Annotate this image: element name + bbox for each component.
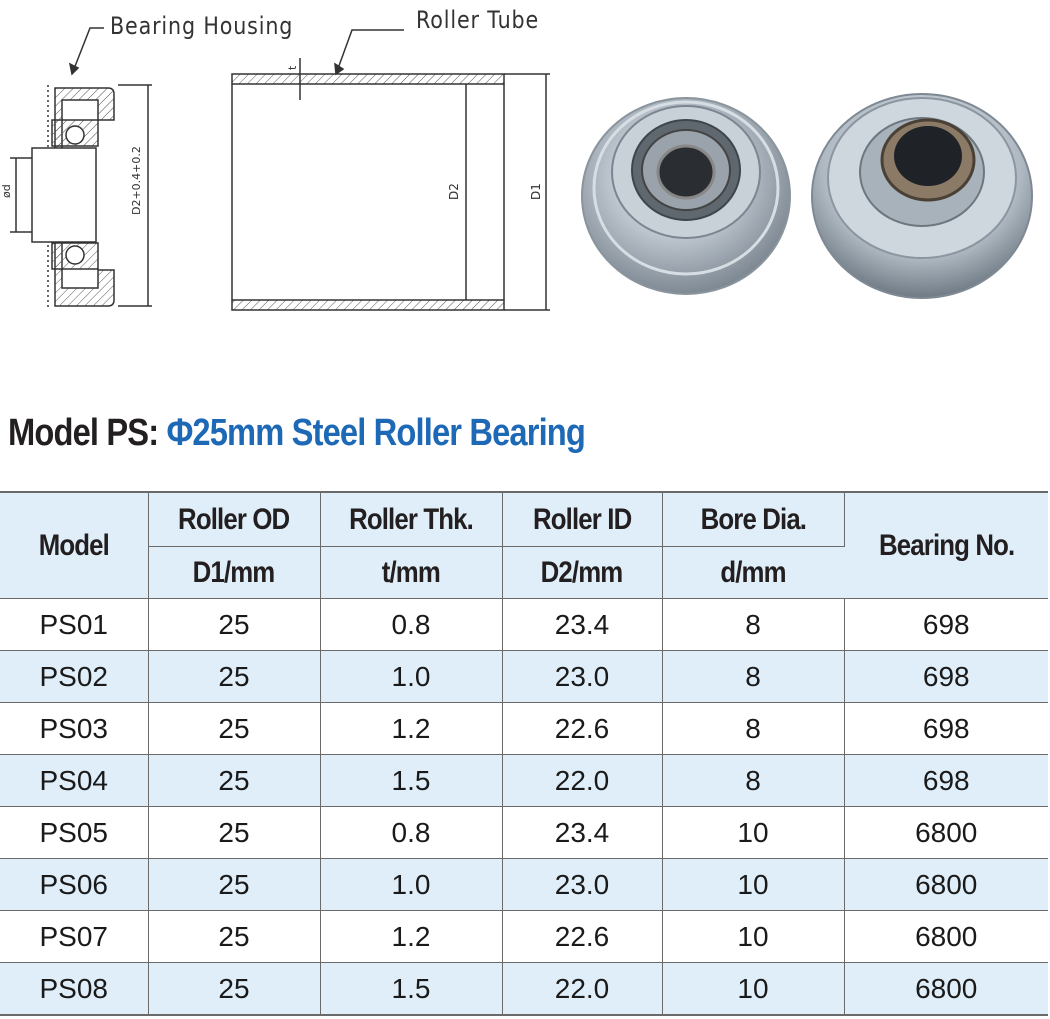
cell-t: 1.0 (320, 859, 502, 911)
cell-t: 0.8 (320, 599, 502, 651)
cell-model: PS06 (0, 859, 148, 911)
cell-d2: 23.0 (502, 859, 662, 911)
cell-d2: 22.0 (502, 963, 662, 1016)
header-d2-unit: D2/mm (502, 547, 662, 599)
table-row (0, 599, 1048, 651)
cell-t: 1.0 (320, 651, 502, 703)
bearing-photo-back (812, 94, 1032, 298)
cell-d: 8 (662, 599, 844, 651)
cell-t: 1.2 (320, 703, 502, 755)
cell-model: PS05 (0, 807, 148, 859)
cell-bearing: 6800 (844, 807, 1048, 859)
table-row (0, 963, 1048, 1016)
dim-d1-label: D1 (529, 183, 543, 200)
table-row (0, 755, 1048, 807)
header-roller-thk: Roller Thk. (320, 492, 502, 547)
cell-t: 0.8 (320, 807, 502, 859)
header-model: Model (0, 492, 148, 599)
header-t-unit: t/mm (320, 547, 502, 599)
cell-d1: 25 (148, 963, 320, 1016)
cell-d: 8 (662, 703, 844, 755)
bearing-housing-callout: Bearing Housing (110, 12, 294, 40)
table-row (0, 859, 1048, 911)
cell-bearing: 6800 (844, 911, 1048, 963)
cell-bearing: 698 (844, 755, 1048, 807)
cell-d: 10 (662, 963, 844, 1016)
cell-model: PS07 (0, 911, 148, 963)
cell-model: PS04 (0, 755, 148, 807)
cell-model: PS02 (0, 651, 148, 703)
cell-model: PS01 (0, 599, 148, 651)
cell-bearing: 698 (844, 651, 1048, 703)
cell-d2: 23.4 (502, 599, 662, 651)
table-row (0, 651, 1048, 703)
table-row (0, 703, 1048, 755)
cell-d2: 23.0 (502, 651, 662, 703)
cell-bearing: 698 (844, 599, 1048, 651)
header-d1-unit: D1/mm (148, 547, 320, 599)
cell-d2: 23.4 (502, 807, 662, 859)
header-roller-id: Roller ID (502, 492, 662, 547)
cell-bearing: 698 (844, 703, 1048, 755)
cell-model: PS03 (0, 703, 148, 755)
header-d-unit: d/mm (662, 547, 844, 599)
section-title (8, 412, 585, 455)
table-row (0, 807, 1048, 859)
roller-tube-callout: Roller Tube (416, 6, 540, 34)
dim-t-label: t (286, 65, 299, 70)
cell-d: 10 (662, 859, 844, 911)
drawing-svg (0, 0, 1050, 380)
bearing-photo-front (582, 98, 790, 294)
dim-d2-label: D2+0.4+0.2 (130, 146, 143, 215)
header-bore-dia: Bore Dia. (662, 492, 844, 547)
cell-d1: 25 (148, 807, 320, 859)
cell-d1: 25 (148, 911, 320, 963)
cell-d1: 25 (148, 651, 320, 703)
dim-d-label: ød (0, 184, 13, 198)
cell-bearing: 6800 (844, 859, 1048, 911)
table-row (0, 911, 1048, 963)
cell-d1: 25 (148, 859, 320, 911)
cell-bearing: 6800 (844, 963, 1048, 1016)
title-main: Φ25mm Steel Roller Bearing (166, 412, 586, 454)
cell-d: 10 (662, 807, 844, 859)
cell-d: 8 (662, 755, 844, 807)
header-bearing-no: Bearing No. (844, 492, 1048, 599)
cell-model: PS08 (0, 963, 148, 1016)
cell-d2: 22.6 (502, 911, 662, 963)
cell-d1: 25 (148, 703, 320, 755)
technical-drawing (0, 0, 1050, 380)
spec-table (0, 491, 1048, 1016)
cell-d: 8 (662, 651, 844, 703)
cell-d2: 22.0 (502, 755, 662, 807)
cell-d2: 22.6 (502, 703, 662, 755)
roller-tube-section (232, 30, 550, 310)
dim-d2-inner-label: D2 (447, 183, 461, 200)
cell-t: 1.2 (320, 911, 502, 963)
cell-t: 1.5 (320, 963, 502, 1016)
title-prefix: Model PS: (8, 412, 167, 454)
cell-d: 10 (662, 911, 844, 963)
header-roller-od: Roller OD (148, 492, 320, 547)
cell-d1: 25 (148, 599, 320, 651)
cell-t: 1.5 (320, 755, 502, 807)
cell-d1: 25 (148, 755, 320, 807)
